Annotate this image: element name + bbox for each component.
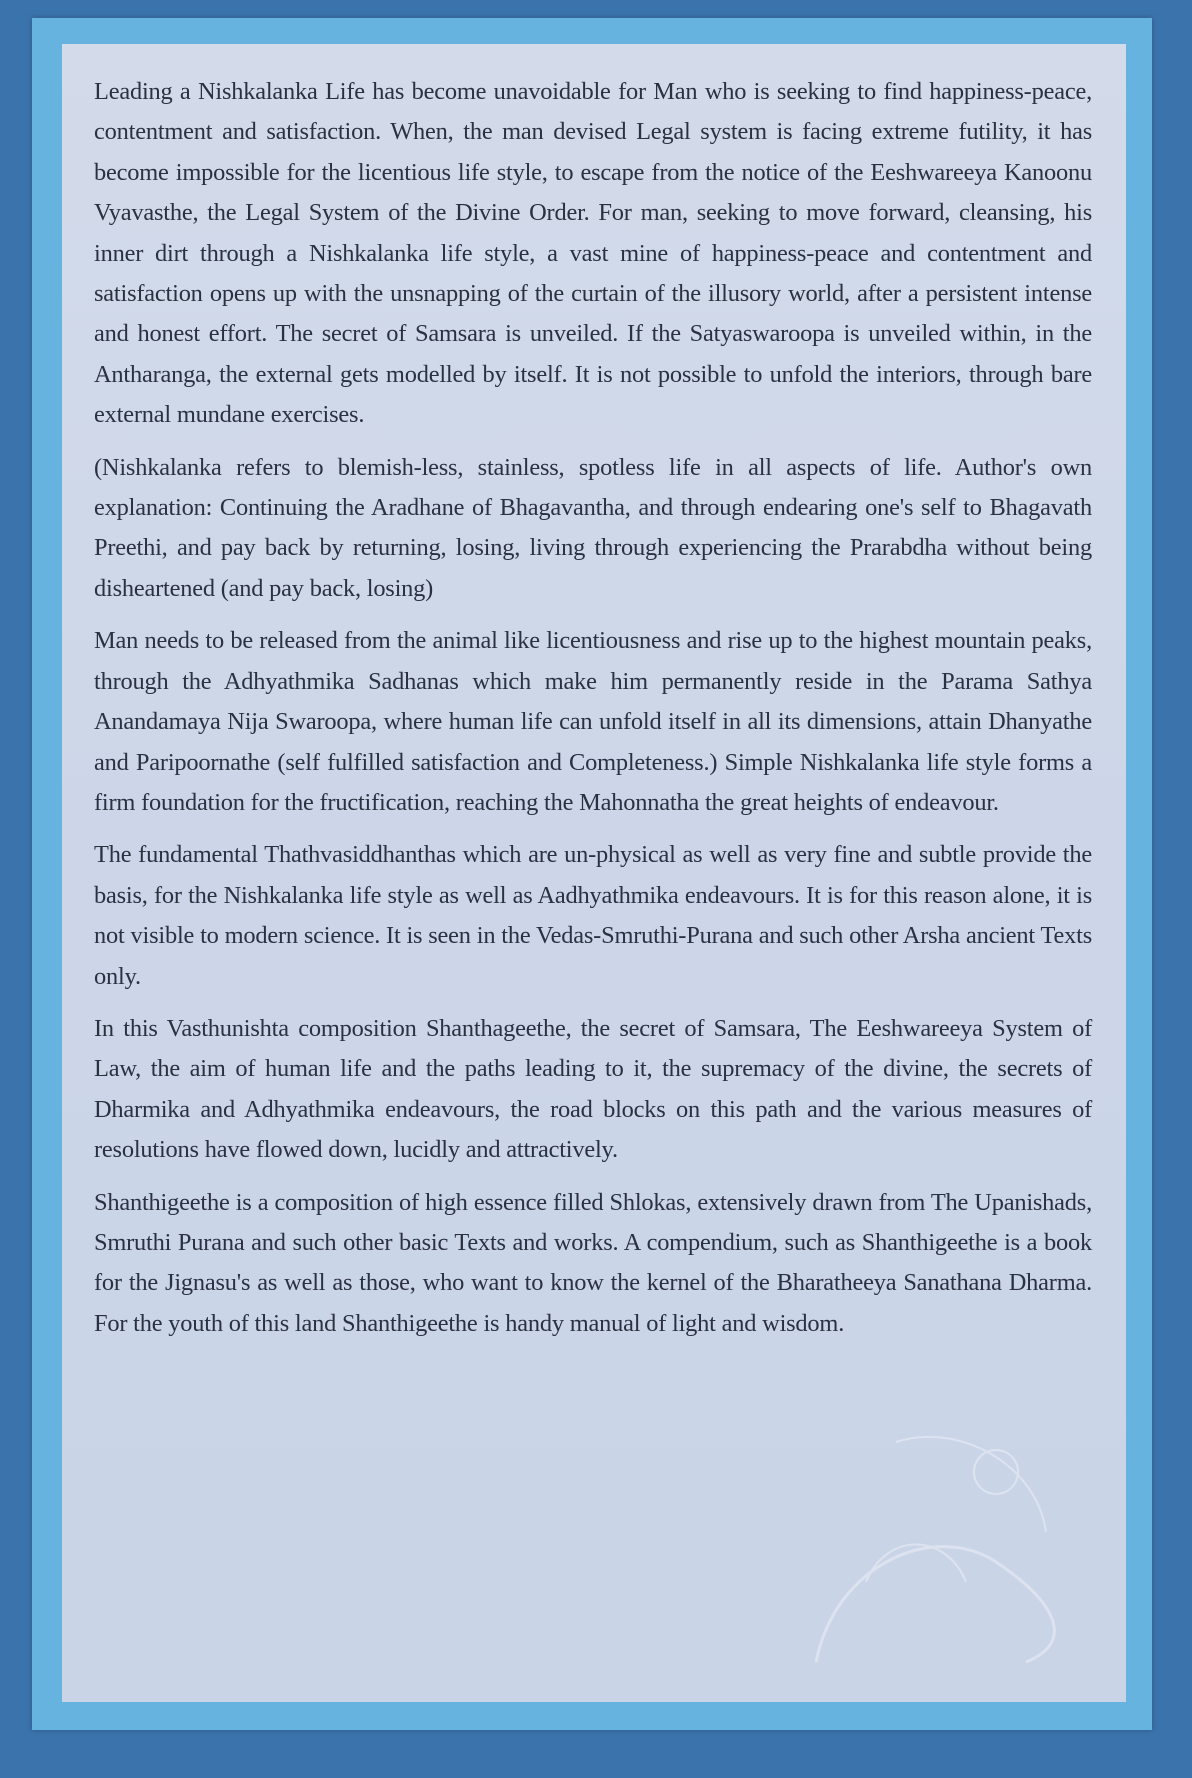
paragraph-1: Leading a Nishkalanka Life has become unavoidable for Man who is seeking to find happiness-peace, contentment and satisfaction. When, the man devised Legal system is facing extreme futility, it has become impossible for the licentious life style, to escape from the notice of the Eeshwareeya Kanoonu Vyavasthe, the Legal System of the Divine Order. For man, seeking to move forward, cleansing, his inner dirt through a Nishkalanka life style, a vast mine of happiness-peace and contentment and satisfaction opens up with the unsnapping of the curtain of the illusory world, after a persistent intense and honest effort. The secret of Samsara is unveiled. If the Satyaswaroopa is unveiled within, in the Antharanga, the external gets modelled by itself. It is not possible to unfold the interiors, through bare external mundane exercises. — [94, 78, 1092, 429]
paragraph-2: (Nishkalanka refers to blemish-less, stainless, spotless life in all aspects of life. Author's own explanation: Continuing the Aradhane of Bhagavantha, and through endearing one's self to Bhagavath Preethi, and pay back by returning, losing, living through experiencing the Prarabdha without being disheartened (and pay back, losing) — [94, 453, 1092, 602]
paragraph-4: The fundamental Thathvasiddhanthas which are un-physical as well as very fine and subtle provide the basis, for the Nishkalanka life style as well as Aadhyathmika endeavours. It is for this reason alone, it is not visible to modern science. It is seen in the Vedas-Smruthi-Purana and such other Arsha ancient Texts only. — [94, 841, 1092, 990]
paragraph-5: In this Vasthunishta composition Shanthageethe, the secret of Samsara, The Eeshwareeya System of Law, the aim of human life and the paths leading to it, the supremacy of the divine, the secrets of Dharmika and Adhyathmika endeavours, the road blocks on this path and the various measures of resolutions have flowed down, lucidly and attractively. — [94, 1014, 1092, 1164]
paragraph-6: Shanthigeethe is a composition of high essence filled Shlokas, extensively drawn from The Upanishads, Smruthi Purana and such other basic Texts and works. A compendium, such as Shanthigeethe is a book for the Jignasu's as well as those, who want to know the kernel of the Bharatheeya Sanathana Dharma. For the youth of this land Shanthigeethe is handy manual of light and wisdom. — [94, 1188, 1092, 1337]
text-panel — [62, 44, 1126, 1702]
decorative-swirl-icon — [776, 1382, 1096, 1682]
paragraph-3: Man needs to be released from the animal like licentiousness and rise up to the highest mountain peaks, through the Adhyathmika Sadhanas which make him permanently reside in the Parama Sathya Anandamaya Nija Swaroopa, where human life can unfold itself in all its dimensions, attain Dhanyathe and Paripoornathe (self fulfilled satisfaction and Completeness.) Simple Nishkalanka life style forms a firm foundation for the fructification, reaching the Mahonnatha the great heights of endeavour. — [94, 627, 1092, 816]
